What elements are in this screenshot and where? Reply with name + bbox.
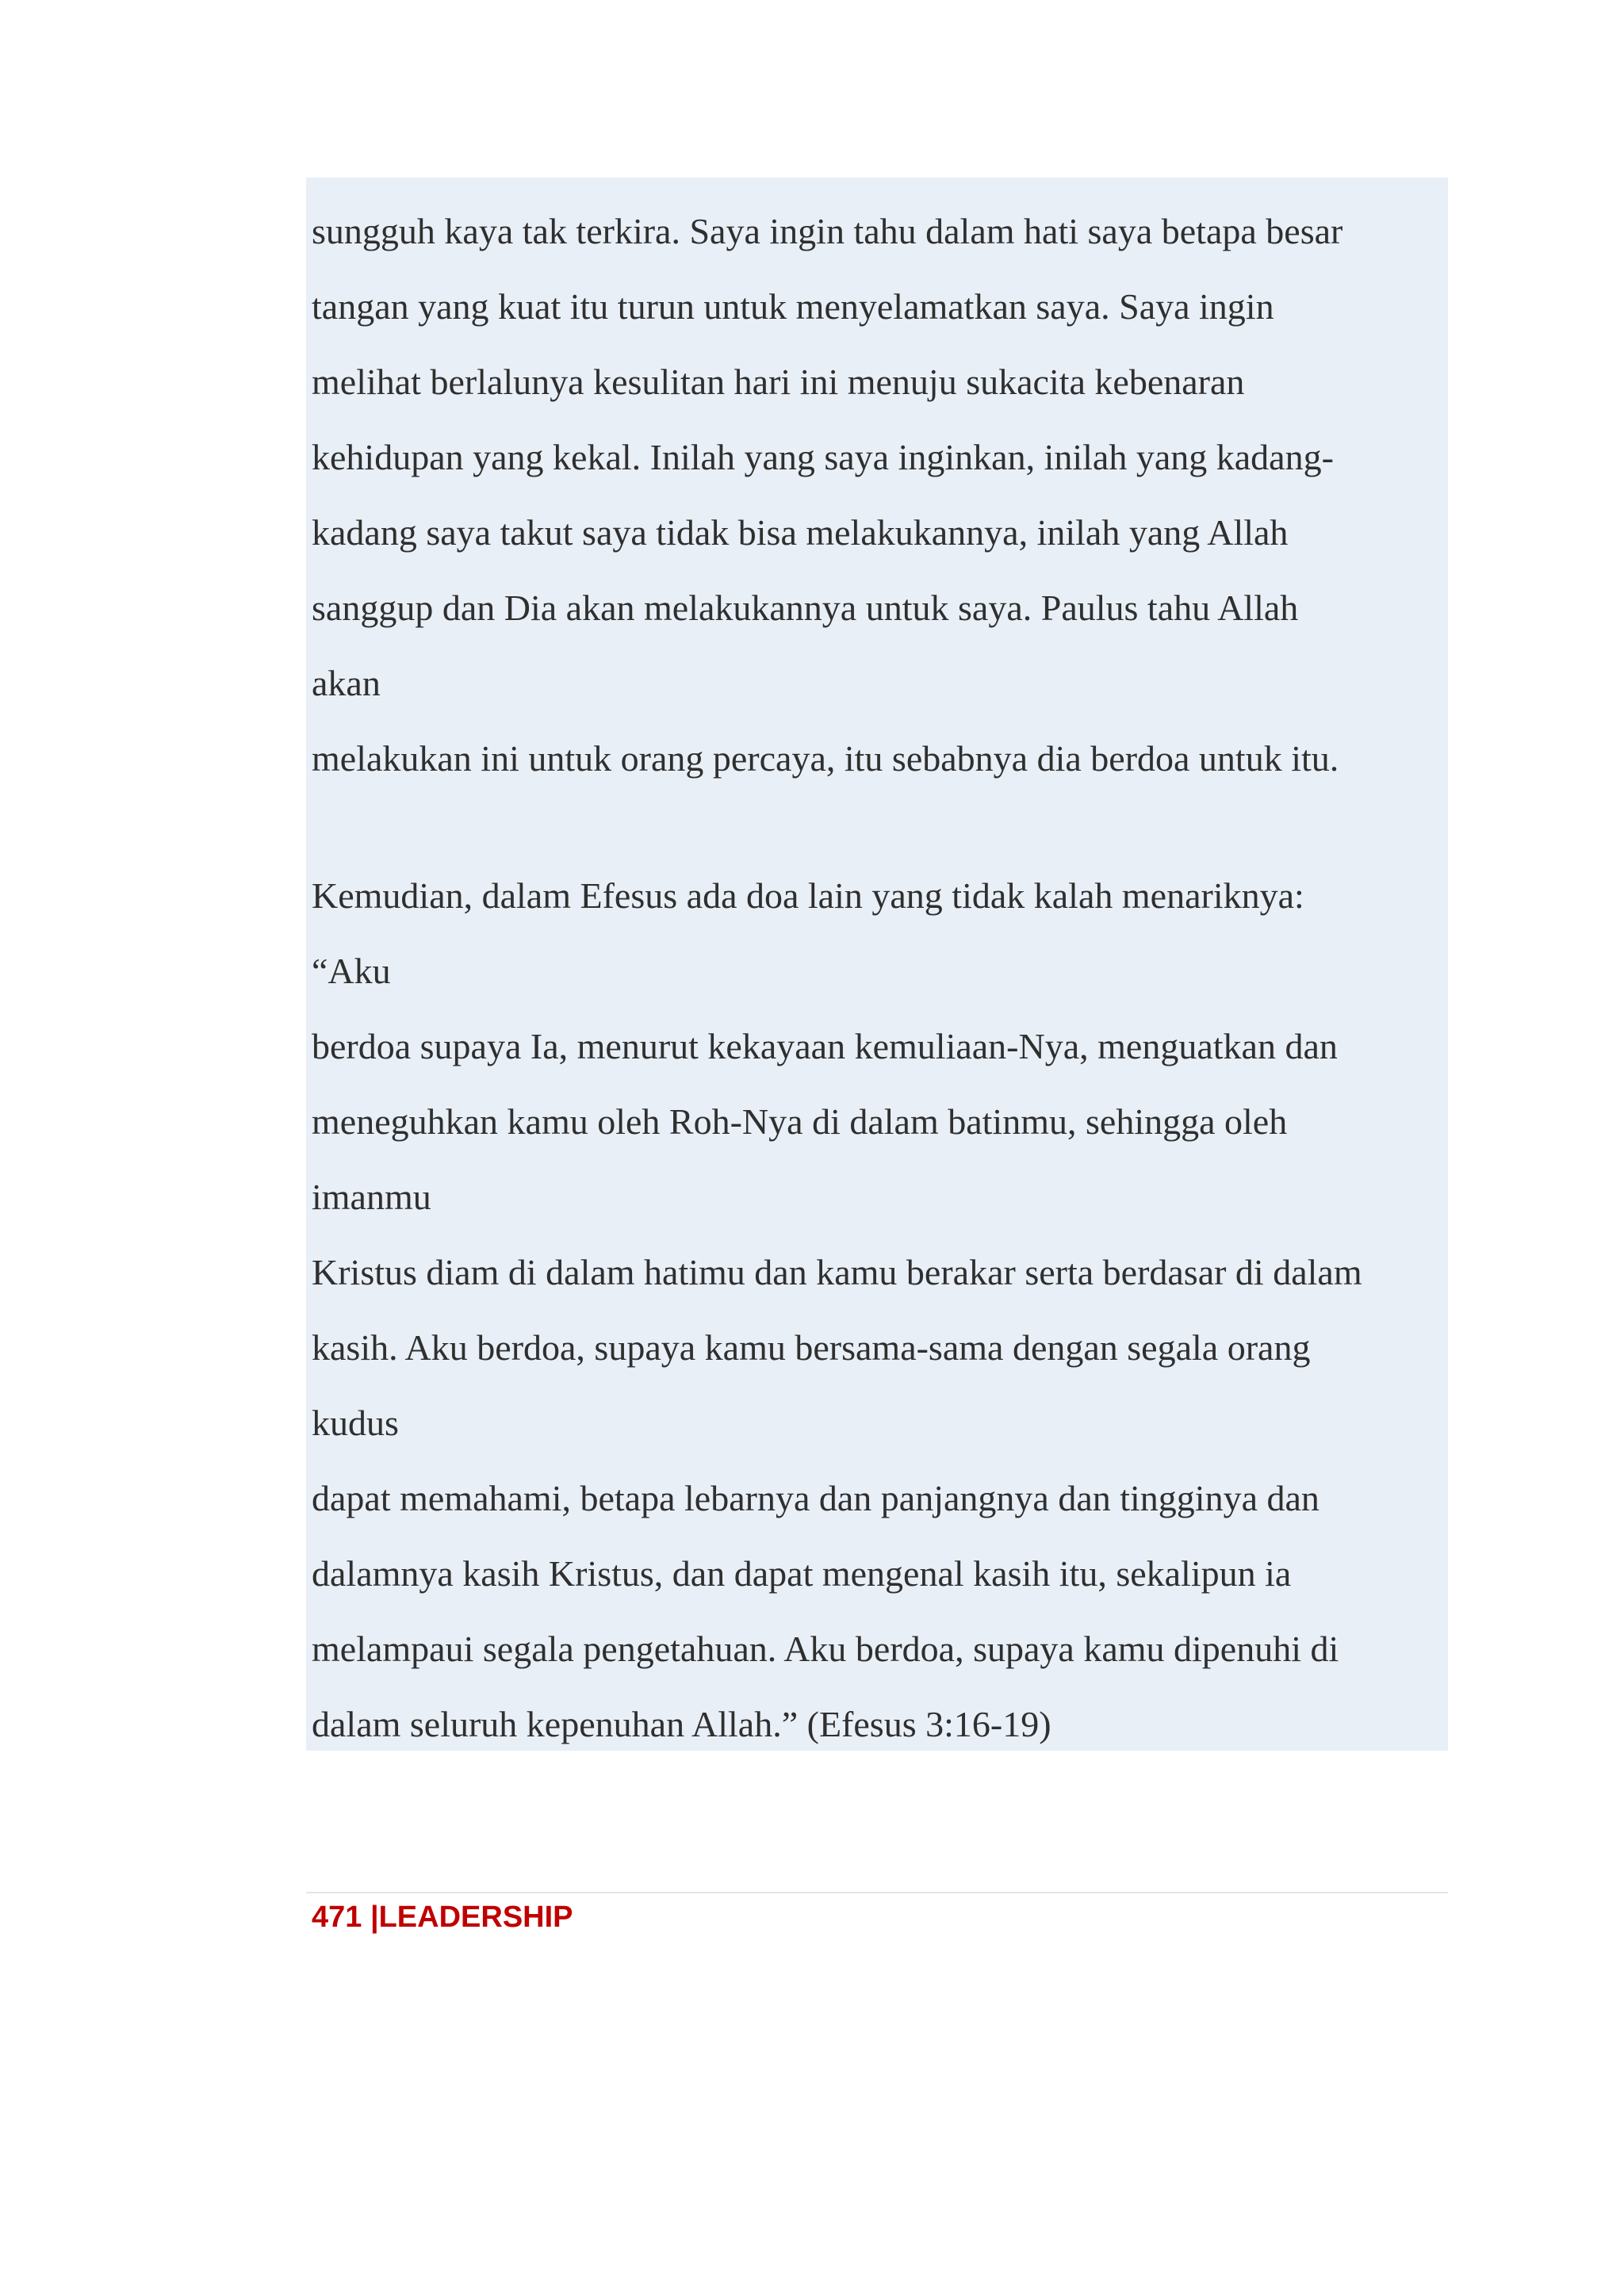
text-line: Kristus diam di dalam hatimu dan kamu berakar serta berdasar di dalam <box>312 1252 1362 1292</box>
text-line: berdoa supaya Ia, menurut kekayaan kemuliaan-Nya, menguatkan dan <box>312 1026 1338 1066</box>
text-line: dalamnya kasih Kristus, dan dapat mengenal kasih itu, sekalipun ia <box>312 1553 1292 1594</box>
text-line: imanmu <box>312 1177 431 1217</box>
text-line: Kemudian, dalam Efesus ada doa lain yang tidak kalah menariknya: <box>312 875 1304 916</box>
text-line: meneguhkan kamu oleh Roh-Nya di dalam batinmu, sehingga oleh <box>312 1101 1288 1142</box>
text-line: melakukan ini untuk orang percaya, itu sebabnya dia berdoa untuk itu. <box>312 738 1339 779</box>
text-line: tangan yang kuat itu turun untuk menyelamatkan saya. Saya ingin <box>312 286 1274 327</box>
text-line: akan <box>312 663 381 703</box>
text-line: melampaui segala pengetahuan. Aku berdoa, supaya kamu dipenuhi di <box>312 1629 1339 1669</box>
text-line: sungguh kaya tak terkira. Saya ingin tahu dalam hati saya betapa besar <box>312 211 1343 251</box>
text-line: kudus <box>312 1403 399 1443</box>
text-line: “Aku <box>312 951 391 991</box>
footer-divider <box>306 1892 1448 1893</box>
text-line: kadang saya takut saya tidak bisa melakukannya, inilah yang Allah <box>312 512 1289 553</box>
text-line: kasih. Aku berdoa, supaya kamu bersama-sama dengan segala orang <box>312 1327 1311 1368</box>
text-line: dalam seluruh kepenuhan Allah.” (Efesus 3:16-19) <box>312 1704 1051 1744</box>
footer-page-label: 471 |LEADERSHIP <box>312 1901 573 1934</box>
text-line: melihat berlalunya kesulitan hari ini menuju sukacita kebenaran <box>312 362 1245 402</box>
text-line: kehidupan yang kekal. Inilah yang saya inginkan, inilah yang kadang- <box>312 437 1334 477</box>
text-line: dapat memahami, betapa lebarnya dan panjangnya dan tingginya dan <box>312 1478 1320 1518</box>
text-line: sanggup dan Dia akan melakukannya untuk saya. Paulus tahu Allah <box>312 588 1299 628</box>
